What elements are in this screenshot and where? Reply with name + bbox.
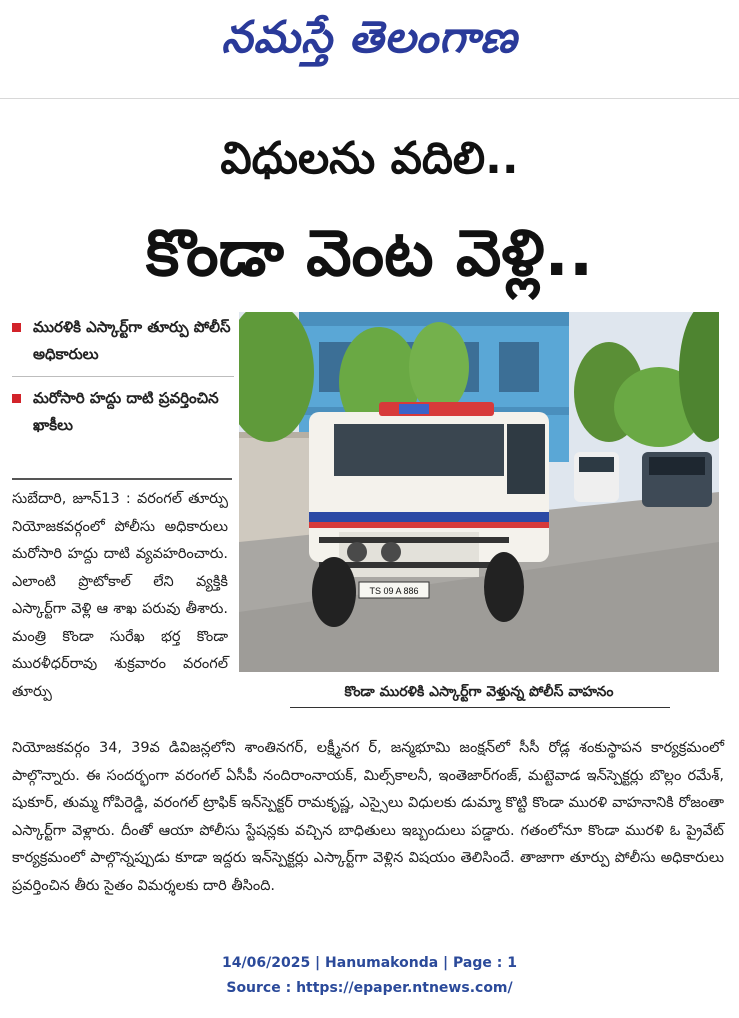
bullet-divider bbox=[12, 376, 234, 377]
bullet-item bbox=[12, 385, 234, 439]
headline-line-1: విధులను వదిలి.. bbox=[220, 133, 519, 184]
news-photo bbox=[239, 312, 719, 672]
headline-line-2: కొండా వెంట వెళ్లి.. bbox=[145, 217, 594, 291]
license-plate: TS 09 A 886 bbox=[369, 586, 419, 596]
footer-source-link[interactable]: Source : https://epaper.ntnews.com/ bbox=[226, 980, 513, 996]
article-column-text: సుబేదారి, జూన్13 : వరంగల్ తూర్పు నియోజకవర్గంలో పోలీసు అధికారులు మరోసారి హద్దు దాటి వ్యవహరించారు. ఎలాంటి ప్రొటోకాల్ లేని వ్యక్తికి ఎస్కార్ట్‌గా వెళ్లి ఆ శాఖ పరువు తీశారు. మంత్రి కొండా సురేఖ భర్త కొండా మురళీధర్‌రావు శుక్రవారం వరంగల్ తూర్పు bbox=[12, 491, 228, 700]
masthead-logo: నమస్తే తెలంగాణ bbox=[221, 12, 518, 63]
bullet-item bbox=[12, 314, 234, 368]
bullet-text: మురళికి ఎస్కార్ట్‌గా తూర్పు పోలీస్ అధికారులు bbox=[33, 318, 231, 363]
bullet-text: మరోసారి హద్దు దాటి ప్రవర్తించిన ఖాకీలు bbox=[33, 389, 219, 434]
article-body-text: నియోజకవర్గం 34, 39వ డివిజన్లలోని శాంతినగర్, లక్ష్మీనగ ర్, జన్మభూమి జంక్షన్‌లో సీసీ రోడ్ల శంకుస్థాపన కార్యక్రమంలో పాల్గొన్నారు. ఈ సందర్భంగా వరంగల్ ఏసీపీ నందిరాంనాయక్, మిల్స్‌కాలనీ, ఇంతెజార్‌గంజ్, మట్టెవాడ ఇన్‌స్పెక్టర్లు బొల్లం రమేశ్, షుకూర్, తుమ్మ గోపిరెడ్డి, వరంగల్ ట్రాఫిక్ ఇన్‌స్పెక్టర్ రామకృష్ణ, ఎస్సైలు విధులకు డుమ్మా కొట్టి కొండా మురళి వాహనానికి రోజంతా ఎస్కార్ట్‌గా వెళ్లారు. దీంతో ఆయా పోలీసు స్టేషన్లకు వచ్చిన బాధితులు ఇబ్బందులు పడ్డారు. గతంలోనూ కొండా మురళి ఓ ప్రైవేట్ కార్యక్రమంలో పాల్గొన్నప్పుడు కూడా ఇద్దరు ఇన్‌స్పెక్టర్లు ఎస్కార్ట్‌గా వెళ్లిన విషయం తెలిసిందే. తాజాగా తూర్పు పోలీసు అధికారులు ప్రవర్తించిన తీరు సైతం విమర్శలకు దారి తీసింది. bbox=[12, 740, 724, 894]
caption-underline bbox=[290, 707, 670, 708]
bullet-square-icon bbox=[12, 323, 21, 332]
photo-caption: కొండా మురళికి ఎస్కార్ట్‌గా వెళ్తున్న పోలీస్ వాహనం bbox=[344, 684, 614, 700]
masthead-divider bbox=[0, 98, 739, 99]
subheadline-bullets bbox=[12, 314, 234, 447]
bullets-bottom-rule bbox=[12, 478, 232, 480]
bullet-square-icon bbox=[12, 394, 21, 403]
footer-edition-info: 14/06/2025 | Hanumakonda | Page : 1 bbox=[222, 955, 517, 971]
